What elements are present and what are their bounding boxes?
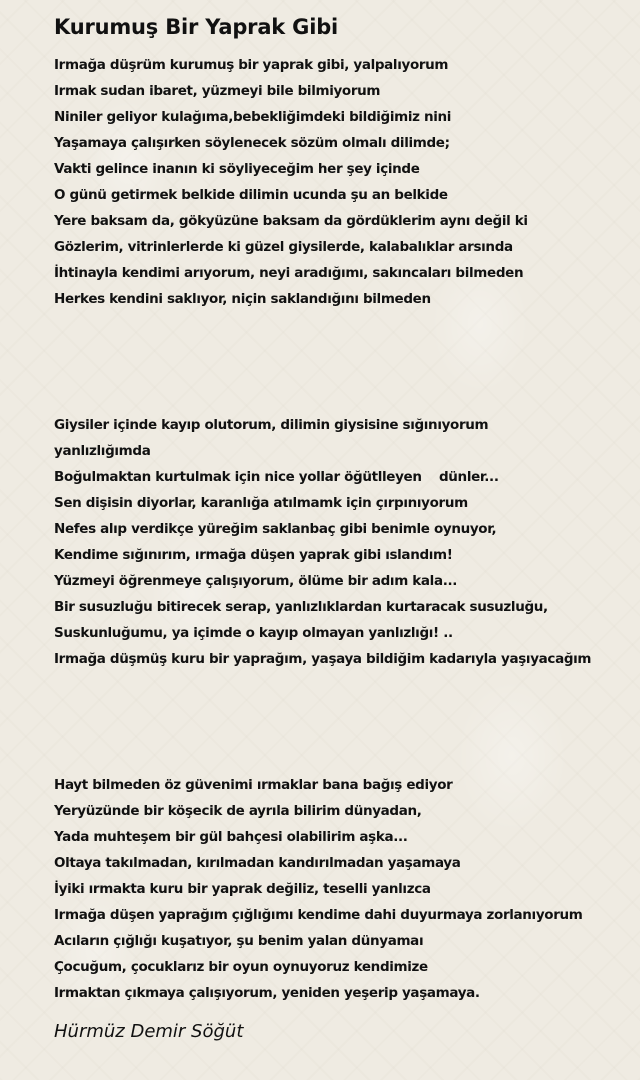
poem-line: Oltaya takılmadan, kırılmadan kandırılmadan yaşamaya bbox=[54, 855, 461, 871]
poem-body bbox=[54, 52, 634, 1006]
poem-line: Irmağa düşrüm kurumuş bir yaprak gibi, yalpalıyorum bbox=[54, 57, 449, 73]
poem-line: Çocuğum, çocuklarız bir oyun oynuyoruz kendimize bbox=[54, 959, 428, 975]
poem-line: Bir susuzluğu bitirecek serap, yanlızlıklardan kurtaracak susuzluğu, bbox=[54, 599, 548, 615]
poem-line: Acıların çığlığı kuşatıyor, şu benim yalan dünyamaı bbox=[54, 933, 424, 949]
poem-line: O günü getirmek belkide dilimin ucunda şu an belkide bbox=[54, 187, 448, 203]
poem-line: Yere baksam da, gökyüzüne baksam da gördüklerim aynı değil ki bbox=[54, 213, 528, 229]
poem-page bbox=[54, 12, 634, 1045]
poem-line: yanlızlığımda bbox=[54, 443, 151, 459]
poem-line: Yaşamaya çalışırken söylenecek sözüm olmalı dilimde; bbox=[54, 135, 450, 151]
poem-title: Kurumuş Bir Yaprak Gibi bbox=[54, 15, 339, 39]
poem-line: Hayt bilmeden öz güvenimi ırmaklar bana bağış ediyor bbox=[54, 777, 453, 793]
poem-line: Irmak sudan ibaret, yüzmeyi bile bilmiyorum bbox=[54, 83, 381, 99]
poem-stanza-1 bbox=[54, 52, 634, 312]
poem-line: Irmağa düşmüş kuru bir yaprağım, yaşaya bildiğim kadarıyla yaşıyacağım bbox=[54, 651, 592, 667]
poem-line: Boğulmaktan kurtulmak için nice yollar öğütlleyen dünler... bbox=[54, 469, 499, 485]
poem-stanza-2 bbox=[54, 412, 634, 672]
poem-line: Yada muhteşem bir gül bahçesi olabilirim aşka... bbox=[54, 829, 408, 845]
poem-line: Suskunluğumu, ya içimde o kayıp olmayan yanlızlığı! .. bbox=[54, 625, 453, 641]
poem-author: Hürmüz Demir Söğüt bbox=[54, 1021, 244, 1042]
poem-line: Niniler geliyor kulağıma,bebekliğimdeki bildiğimiz nini bbox=[54, 109, 452, 125]
poem-line: İyiki ırmakta kuru bir yaprak değiliz, teselli yanlızca bbox=[54, 881, 431, 897]
poem-line: Herkes kendini saklıyor, niçin saklandığını bilmeden bbox=[54, 291, 431, 307]
poem-line: Gözlerim, vitrinlerlerde ki güzel giysilerde, kalabalıklar arsında bbox=[54, 239, 513, 255]
poem-line: Sen dişisin diyorlar, karanlığa atılmamk için çırpınıyorum bbox=[54, 495, 468, 511]
poem-line: Yeryüzünde bir köşecik de ayrıla bilirim dünyadan, bbox=[54, 803, 422, 819]
poem-line: Irmağa düşen yaprağım çığlığımı kendime dahi duyurmaya zorlanıyorum bbox=[54, 907, 583, 923]
poem-line: Kendime sığınırım, ırmağa düşen yaprak gibi ıslandım! bbox=[54, 547, 453, 563]
poem-line: İhtinayla kendimi arıyorum, neyi aradığımı, sakıncaları bilmeden bbox=[54, 265, 524, 281]
poem-stanza-3 bbox=[54, 772, 634, 1006]
poem-line: Vakti gelince inanın ki söyliyeceğim her şey içinde bbox=[54, 161, 420, 177]
poem-line: Giysiler içinde kayıp olutorum, dilimin giysisine sığınıyorum bbox=[54, 417, 489, 433]
poem-line: Yüzmeyi öğrenmeye çalışıyorum, ölüme bir adım kala... bbox=[54, 573, 458, 589]
poem-line: Irmaktan çıkmaya çalışıyorum, yeniden yeşerip yaşamaya. bbox=[54, 985, 480, 1001]
poem-line: Nefes alıp verdikçe yüreğim saklanbaç gibi benimle oynuyor, bbox=[54, 521, 497, 537]
